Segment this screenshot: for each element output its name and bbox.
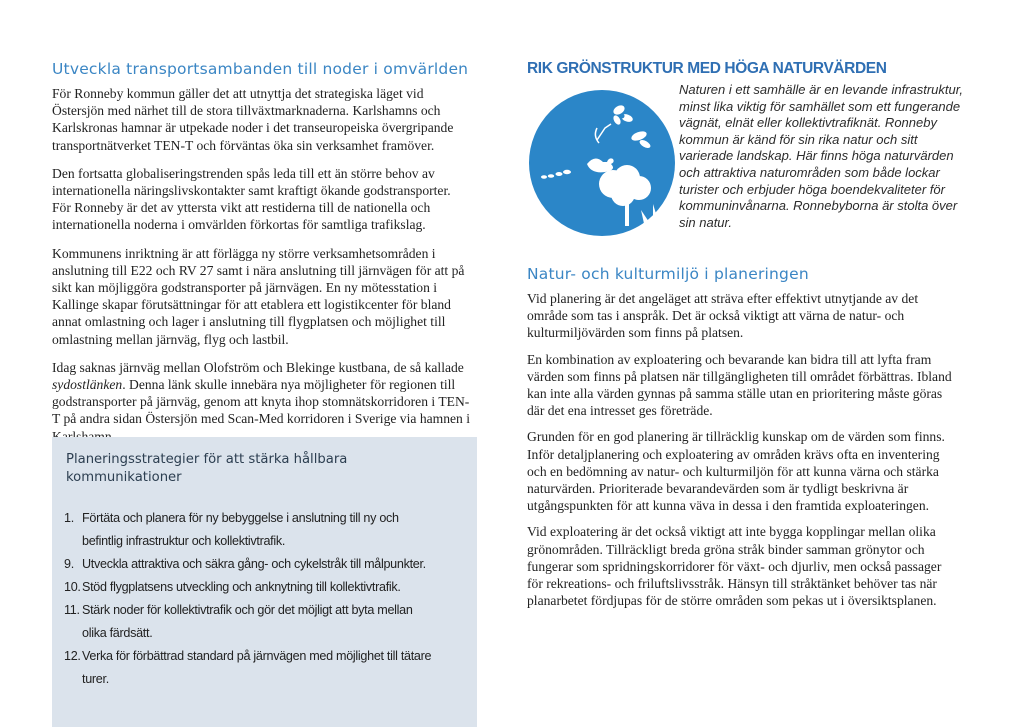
paragraph: Vid planering är det angeläget att sträva efter effektivt utnytjande av det område som tas i anspråk. Det är också viktigt att värna de natur- och kulturmiljövärden som finns på platsen. [527, 291, 919, 341]
item-text: Stöd flygplatsens utveckling och anknytning till kollektivtrafik. [82, 580, 401, 594]
paragraph: För Ronneby kommun gäller det att utnyttja det strategiska läget vid Östersjön med närhet till de stora tillväxtmarknaderna. Karlshamns och Karlskronas hamnar är utpekade noder i det transeuropeiska övergripande transportnätverket TEN-T och förväntas öka sin verksamhet framöver. [52, 86, 454, 153]
strategy-item [64, 507, 477, 553]
item-text: Utveckla attraktiva och säkra gång- och cykelstråk till målpunkter. [82, 557, 426, 571]
paragraph: En kombination av exploatering och bevarande kan bidra till att lyfta fram värden som finns på platsen när tillgängligheten till området förbättras. Ibland kan inte alla värden gynnas på samma ställe utan en prioritering måste göras där det ena intresset ges företräde. [527, 351, 952, 419]
item-number: 10. [64, 580, 81, 594]
item-text: Förtäta och planera för ny bebyggelse i anslutning till ny och befintlig infrastruktur och kollektivtrafik. [82, 511, 399, 548]
strategy-box [52, 437, 477, 727]
item-number: 12. [64, 649, 81, 663]
paragraph: Grunden för en god planering är tillräcklig kunskap om de värden som finns. Inför detaljplanering och exploatering av områden krävs ofta en inventering och en bedömning av natur- och kulturmiljön för att kunna värna och stärka naturvärden. Prioriterade bevarandevärden som är tydligt beskrivna är utgångspunkten för att kunna väva in dessa i den framtida exploateringen. [527, 429, 945, 514]
italic-term: sydostlänken [52, 377, 123, 393]
natur-heading: Natur- och kulturmiljö i planeringen [527, 265, 809, 283]
text-run: . Denna länk skulle innebära nya möjligheter för regionen till godstransporter på järnväg, genom att knyta ihop stomnätskorridoren i TEN-T på andra sidan Östersjön med Scan-Med korridoren i Sverige via hamnen i [52, 377, 471, 427]
item-number: 11. [64, 603, 80, 617]
strategy-title: Planeringsstrategier för att stärka hållbara kommunikationer [66, 452, 348, 485]
strategy-item [64, 576, 477, 599]
paragraph-sydostlanken [52, 359, 472, 445]
left-column [52, 60, 472, 456]
strategy-item [64, 645, 477, 691]
strategy-item [64, 599, 477, 645]
green-structure-title: RIK GRÖNSTRUKTUR MED HÖGA NATURVÄRDEN [527, 60, 887, 77]
text-run: Idag saknas järnväg mellan Olofström och Blekinge kustbana, de så kallade [52, 359, 464, 375]
paragraph: Vid exploatering är det också viktigt att inte bygga kopplingar mellan olika grönområden. Tillräckligt breda gröna stråk binder samman grönytor och fungerar som spridningskorridorer för växt- och djurliv, men också passager för rekreations- och friluftslivsstråk. Hänsyn till stråktänket behöver tas när planarbetet fördjupas för de större områden som pekas ut i översiktsplanen. [527, 524, 942, 609]
right-column [527, 60, 963, 609]
item-number: 9. [64, 557, 74, 571]
item-number: 1. [64, 511, 74, 525]
paragraph: Kommunens inriktning är att förlägga ny större verksamhetsområden i anslutning till E22 och RV 27 samt i nära anslutning till järnvägen för att på sikt kan möjliggöra godstransporter på järnvägen. En ny mötesstation i Kallinge skapar förutsättningar för att etablera ett logistikcenter för bland annat omlastning och lager i anslutning till flygplatsen och möjlighet till omlastning mellan järnväg, flyg och lastbil. [52, 245, 465, 347]
paragraph: Den fortsatta globaliseringstrenden spås leda till ett än större behov av internationella näringslivskontakter samt kraftigt ökande godstransporter. För Ronneby är det av yttersta vikt att restiderna till de nationella och internationella noderna i omvärlden förkortas för samtliga trafikslag. [52, 165, 451, 233]
nature-circle-icon [527, 88, 677, 238]
strategy-list [52, 507, 477, 691]
nature-quote: Naturen i ett samhälle är en levande infrastruktur, minst lika viktig för samhället som ett fungerande vägnät, elnät eller kollektivtrafiknät. Ronneby kommun är känd för sin rika natur och sitt varierade landskap. Här finns höga naturvärden och attraktiva naturområden som både lockar turister och erbjuder höga boendekvaliteter för kommuninvånarna. Ronnebyborna är stolta över sin natur. [679, 82, 963, 230]
transport-heading: Utveckla transportsambanden till noder i omvärlden [52, 60, 469, 78]
item-text: Verka för förbättrad standard på järnvägen med möjlighet till tätare turer. [82, 649, 432, 686]
item-text: Stärk noder för kollektivtrafik och gör det möjligt att byta mellan olika färdsätt. [82, 603, 413, 640]
strategy-item [64, 553, 477, 576]
natur-section [527, 265, 957, 618]
